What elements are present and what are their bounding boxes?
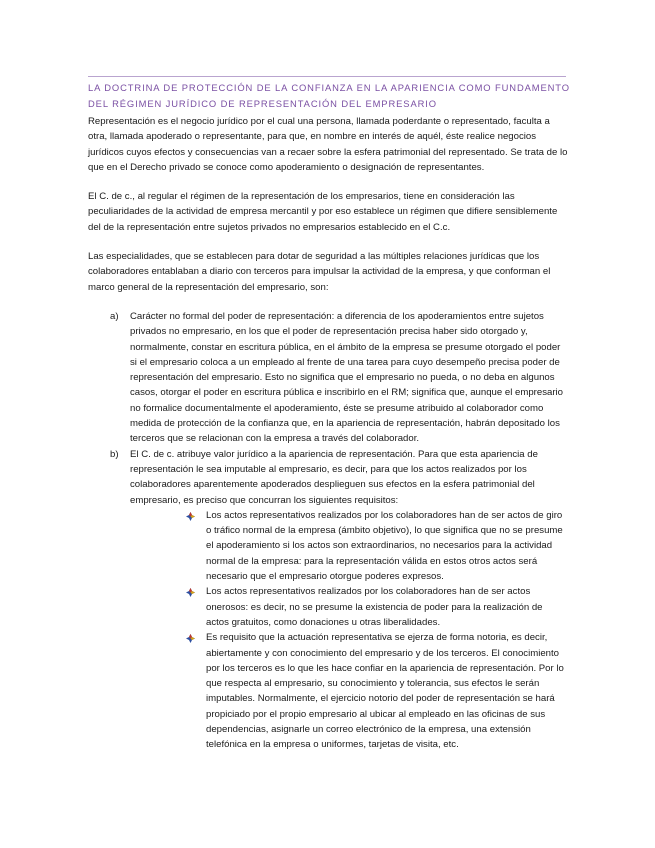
arrow-bullet-icon [186, 633, 195, 642]
list-marker: b) [110, 448, 119, 460]
requirement-item [88, 508, 568, 584]
arrow-bullet-icon [186, 587, 195, 596]
specialties-list [88, 309, 568, 508]
requirement-item [88, 584, 568, 630]
paragraph-especialidades: Las especialidades, que se establecen para dotar de seguridad a las múltiples relaciones jurídicas que los colaboradores entablaban a diario con terceros para impulsar la actividad de la empresa, y que conforman el marco general de la representación del empresario, son: [88, 251, 551, 293]
requirement-text: Los actos representativos realizados por los colaboradores han de ser actos de giro o tráfico normal de la empresa (ámbito objetivo), lo que significa que no se presume el apoderamiento si los actos son extraordinarios, no necesarios para la actividad normal de la empresa: para la representación válida en estos otros actos será necesario que el empresario otorgue poderes expresos. [206, 509, 563, 583]
requirements-list [88, 508, 568, 753]
list-item [88, 447, 568, 508]
document-title-line-1: LA DOCTRINA DE PROTECCIÓN DE LA CONFIANZA EN LA APARIENCIA COMO FUNDAMENTO [88, 82, 570, 93]
paragraph-regimen: El C. de c., al regular el régimen de la representación de los empresarios, tiene en consideración las peculiaridades de la actividad de empresa mercantil y por eso establece un régimen que difiere sensiblemente del de la representación entre sujetos privados no empresarios establecido en el C.c. [88, 191, 558, 233]
heading-rule [88, 76, 566, 77]
document-title-line-2: DEL RÉGIMEN JURÍDICO DE REPRESENTACIÓN DEL EMPRESARIO [88, 97, 437, 109]
requirement-text: Es requisito que la actuación representativa se ejerza de forma notoria, es decir, abiertamente y con conocimiento del empresario y de los terceros. El conocimiento por los terceros es lo que les hace confiar en la apariencia de representación. Por lo que respecta al empresario, su conocimiento y tolerancia, sus efectos le serán imputables. Normalmente, el ejercicio notorio del poder de representación se hará propiciado por el propio empresario al ubicar al empleado en las oficinas de sus dependencias, asignarle un correo electrónico de la empresa, una extensión telefónica en la empresa o uniformes, tarjetas de visita, etc. [206, 632, 564, 751]
requirement-text: Los actos representativos realizados por los colaboradores han de ser actos onerosos: es decir, no se presume la existencia de poder para la realización de actos gratuitos, como donaciones u otras liberalidades. [206, 586, 543, 628]
list-marker: a) [110, 310, 119, 322]
arrow-bullet-icon [186, 511, 195, 520]
list-item [88, 309, 568, 447]
document-body [88, 114, 568, 753]
document-title [88, 80, 570, 111]
paragraph-definition: Representación es el negocio jurídico por el cual una persona, llamada poderdante o representado, faculta a otra, llamada apoderado o representante, para que, en nombre en interés de aquél, éste realice negocios jurídicos cuyos efectos y consecuencias van a recaer sobre la esfera patrimonial del representado. Se trata de lo que en el Derecho privado se conoce como apoderamiento o designación de representantes. [88, 116, 568, 173]
list-item-text: Carácter no formal del poder de representación: a diferencia de los apoderamientos entre sujetos privados no empresario, en los que el poder de representación precisa haber sido otorgado y, normalmente, constar en escritura pública, en el ámbito de la empresa se presume otorgado el poder si el empresario coloca a un empleado al frente de una tarea para cuyo desempeño precisa poder de representación del empresario. Esto no significa que el empresario no pueda, o no deba en algunos casos, otorgar el poder en escritura pública e inscribirlo en el RM; significa que, aunque el empresario no formalice documentalmente el apoderamiento, éste se presume atribuido al colaborador como medida de protección de la confianza que, en la apariencia de representación, habrán depositado los terceros que se relacionan con la empresa a través del colaborador. [130, 310, 564, 445]
requirement-item [88, 630, 568, 752]
list-item-text: El C. de c. atribuye valor jurídico a la apariencia de representación. Para que esta apariencia de representación le sea imputable al empresario, es decir, para que los actos realizados por los colaboradores aparentemente apoderados desplieguen sus efectos en la esfera patrimonial del empresario, es preciso que concurran los siguientes requisitos: [130, 448, 538, 506]
